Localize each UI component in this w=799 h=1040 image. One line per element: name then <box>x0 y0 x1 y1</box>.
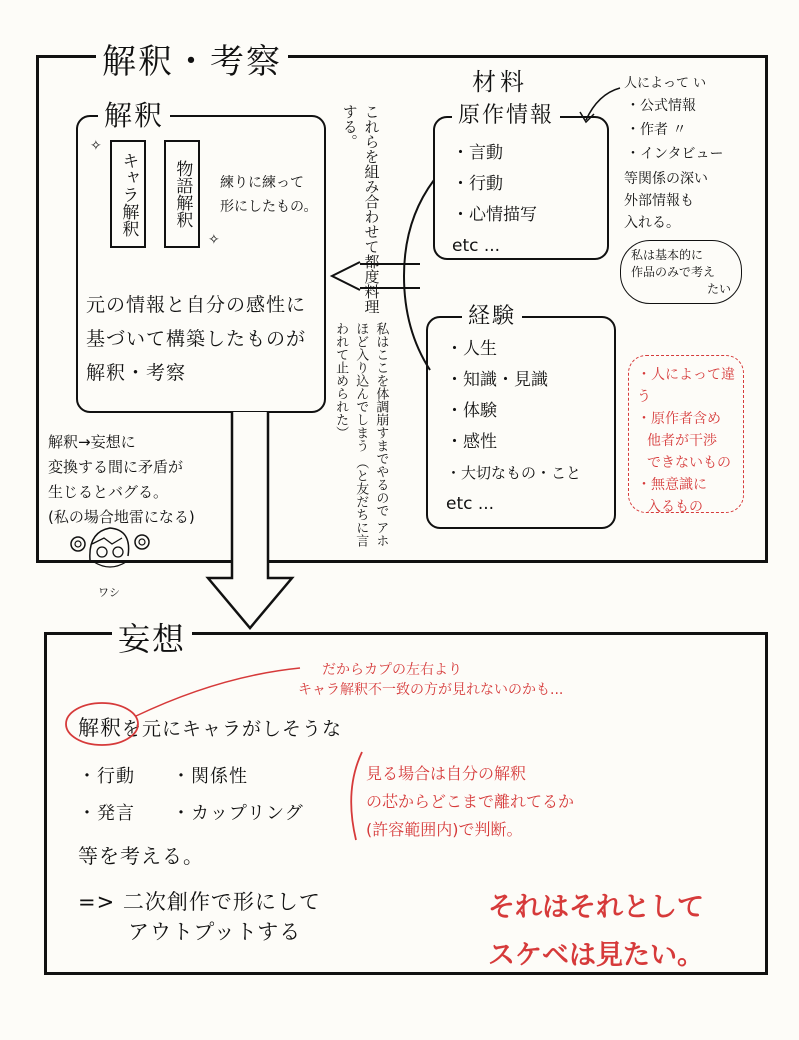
red-comment-line: キャラ解釈不一致の方が見れないのかも... <box>298 682 564 698</box>
keiken-heading: 経験 <box>462 299 522 330</box>
bug-note-line: 変換する間に矛盾が <box>48 458 184 476</box>
red-judge-line: 見る場合は自分の解釈 <box>366 764 527 783</box>
right-note-item: ・インタビュー <box>626 146 724 162</box>
red-note-line: ・無意識に <box>637 477 707 493</box>
red-judge-line: の芯からどこまで離れてるか <box>366 792 575 811</box>
kaishaku-note: 練りに練って 形にしたもの。 <box>220 175 318 215</box>
keiken-item: ・人生 <box>446 339 497 359</box>
mousou-red-comment <box>298 660 563 700</box>
red-big-line: それはそれとして <box>488 892 704 923</box>
face-doodle-icon <box>66 522 156 582</box>
mousou-red-big <box>488 884 704 980</box>
face-caption: ワシ <box>98 586 120 599</box>
red-note-line: できないもの <box>647 455 731 471</box>
sparkle-icon: ✧ <box>208 232 220 248</box>
gensaku-heading: 原作情報 <box>452 98 560 129</box>
red-note-line: 他者が干渉 <box>647 433 717 449</box>
story-interpretation-card <box>164 140 200 248</box>
red-judge-line: (許容範囲内)で判断。 <box>366 820 523 839</box>
mousou-output-2: アウトプットする <box>128 920 302 944</box>
red-comment-line: だからカプの左右より <box>322 662 462 678</box>
right-note-top: 人によって い <box>624 76 707 91</box>
bubble-line: 私は基本的に <box>631 248 704 262</box>
kaishaku-desc-3: 解釈・考察 <box>86 362 187 384</box>
sparkle-icon: ✧ <box>90 138 102 154</box>
kaishaku-heading: 解釈 <box>98 94 170 134</box>
bug-note-line: 生じるとバグる。 <box>48 483 169 501</box>
line1-rest: を元にキャラがしそうな <box>122 718 343 740</box>
red-note-box <box>628 355 744 513</box>
right-note-extra <box>624 168 708 234</box>
card1-label: キャラ解釈 <box>118 151 139 237</box>
gensaku-items <box>452 138 537 262</box>
right-note-extra-line: 等関係の深い <box>624 171 708 187</box>
red-note-line: 入るもの <box>647 499 703 515</box>
keiken-item: ・大切なもの・こと <box>446 464 582 482</box>
mousou-consider: 等を考える。 <box>78 844 204 868</box>
red-note-line: ・原作者含め <box>637 411 721 427</box>
bubble-line: たい <box>706 282 731 296</box>
immersion-note: 私はここを体調崩すまでやるので アホほど入り込んでしまう （と友だちに言われて止められた） <box>333 322 389 548</box>
keiken-items <box>446 334 581 520</box>
right-note-bubble <box>620 240 742 304</box>
card2-label: 物語解釈 <box>172 160 193 228</box>
character-interpretation-card <box>110 140 146 248</box>
kaishaku-desc-1: 元の情報と自分の感性に <box>86 294 307 316</box>
gensaku-item: etc ... <box>452 236 501 256</box>
right-note-item: ・公式情報 <box>626 98 696 114</box>
mousou-heading: 妄想 <box>112 614 192 660</box>
keiken-item: etc ... <box>446 494 495 514</box>
page-title: 解釈・考察 <box>96 34 288 83</box>
circled-kaishaku: 解釈 <box>78 716 122 740</box>
center-note: これらを組み合わせて都度料理する。 <box>340 104 381 314</box>
mousou-item: ・行動 <box>78 766 135 787</box>
mousou-item: ・関係性 <box>172 766 248 787</box>
mousou-line1 <box>78 712 342 742</box>
red-big-line: スケベは見たい。 <box>488 940 704 971</box>
right-note-extra-line: 入れる。 <box>624 215 680 231</box>
keiken-item: ・体験 <box>446 401 497 421</box>
right-note-items <box>626 94 723 166</box>
bubble-line: 作品のみで考え <box>631 265 716 279</box>
gensaku-item: ・行動 <box>452 174 503 194</box>
zairyo-heading: 材料 <box>472 68 528 96</box>
bug-note-line: 解釈→妄想に <box>48 433 136 451</box>
mousou-item: ・カップリング <box>172 803 304 824</box>
mousou-item: ・発言 <box>78 803 135 824</box>
right-note-item: ・作者 〃 <box>626 122 687 138</box>
kaishaku-desc-2: 基づいて構築したものが <box>86 328 307 350</box>
red-note-line: ・人によって違う <box>637 367 735 405</box>
keiken-item: ・感性 <box>446 432 497 452</box>
bug-note-line: (私の場合地雷になる) <box>48 508 195 526</box>
gensaku-item: ・言動 <box>452 143 503 163</box>
mousou-red-judge <box>366 760 574 844</box>
keiken-item: ・知識・見識 <box>446 370 548 390</box>
bug-note <box>48 430 195 530</box>
gensaku-item: ・心情描写 <box>452 205 537 225</box>
right-note-extra-line: 外部情報も <box>624 193 694 209</box>
mousou-output-1: => 二次創作で形にして <box>78 890 321 914</box>
